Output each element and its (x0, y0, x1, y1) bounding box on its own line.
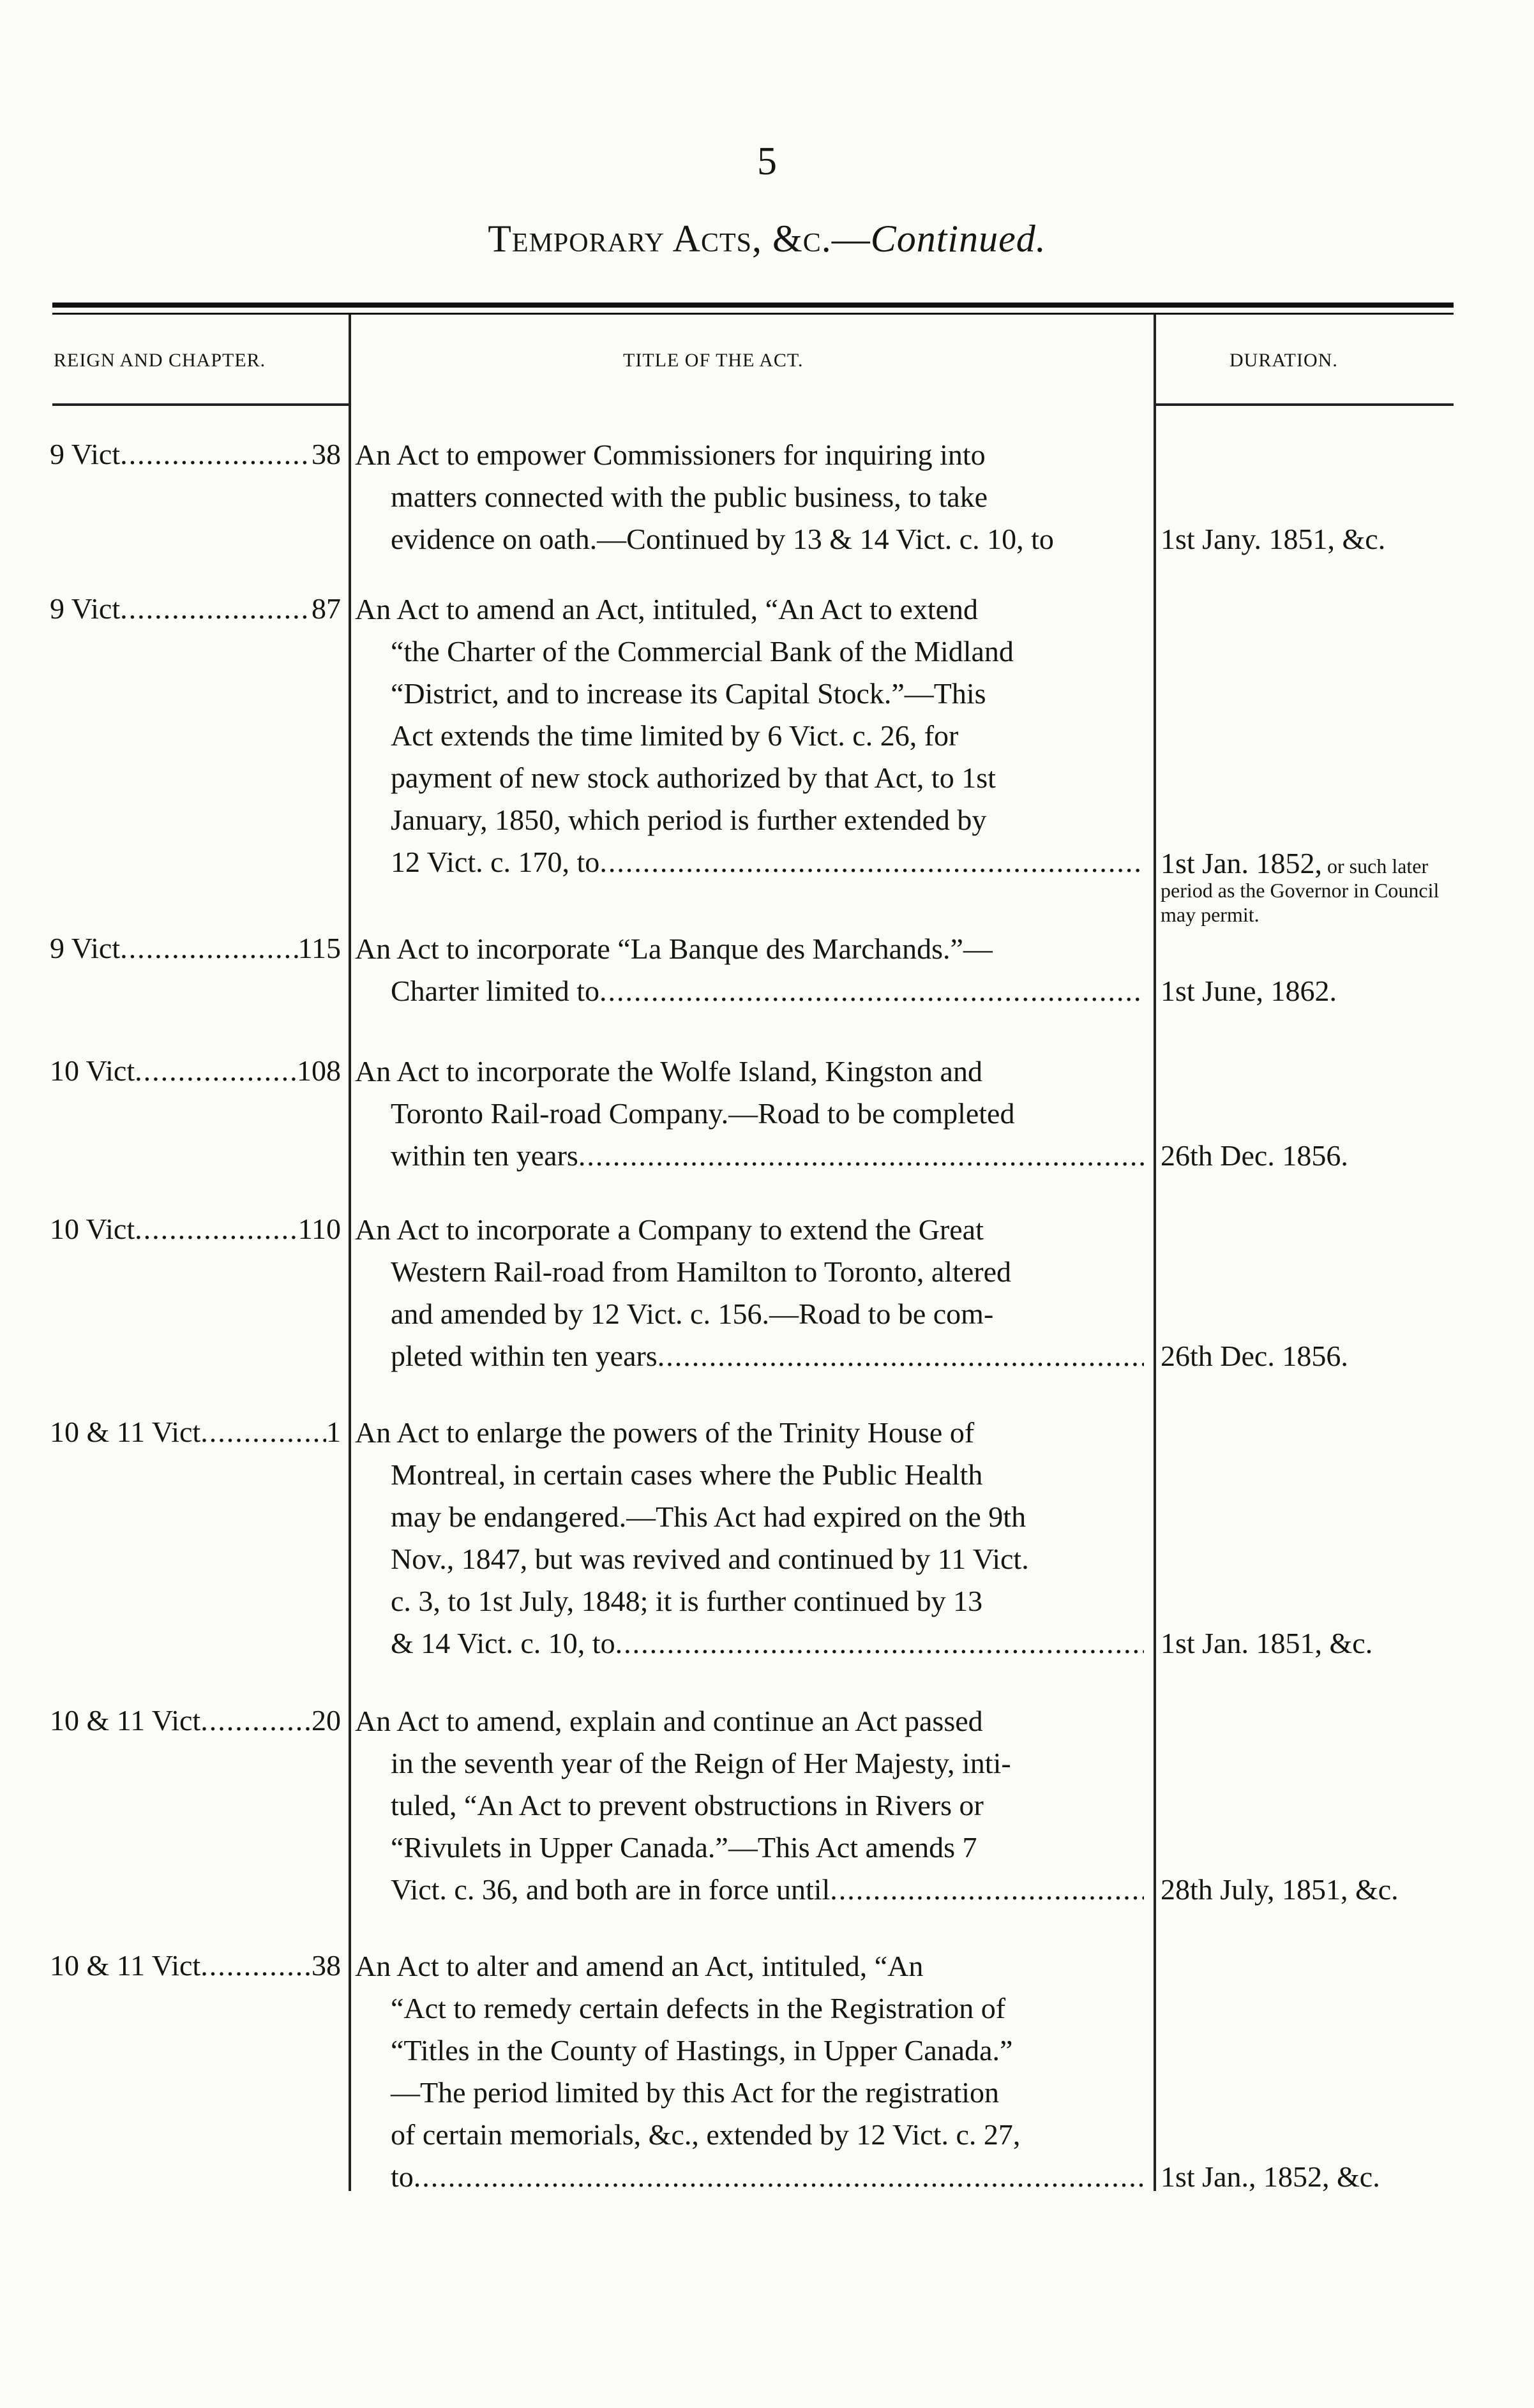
dot-leader (200, 1945, 312, 1986)
title-line: An Act to empower Commissioners for inquiring into (355, 438, 986, 471)
title-line: “Rivulets in Upper Canada.”—This Act amends 7 (391, 1831, 977, 1864)
dot-leader (414, 2156, 1144, 2198)
reign-label: 9 Vict (50, 592, 121, 625)
title-line: matters connected with the public business, to take (391, 481, 988, 513)
reign-chapter (50, 1412, 341, 1453)
duration: 1st June, 1862. (1161, 975, 1337, 1007)
act-title (355, 1945, 1144, 2198)
title-line: of certain memorials, &c., extended by 12 Vict. c. 27, (391, 2118, 1021, 2151)
title-line: Act extends the time limited by 6 Vict. c. 26, for (391, 719, 959, 752)
title-line-leader (355, 970, 1144, 1012)
title-line: Toronto Rail-road Company.—Road to be completed (391, 1097, 1015, 1130)
title-line: evidence on oath.—Continued by 13 & 14 Vict. c. 10, to (391, 523, 1054, 555)
chapter-number: 20 (312, 1704, 341, 1737)
reign-chapter (50, 588, 341, 629)
reign-chapter (50, 1209, 341, 1250)
title-line: Charter limited to (391, 975, 600, 1007)
act-title (355, 434, 1144, 560)
title-line: and amended by 12 Vict. c. 156.—Road to be com- (391, 1297, 994, 1330)
chapter-number: 38 (312, 1949, 341, 1982)
dot-leader (599, 841, 1144, 883)
title-line: An Act to amend an Act, intituled, “An Act to extend (355, 593, 979, 625)
title-line: Vict. c. 36, and both are in force until (391, 1873, 831, 1906)
chapter-number: 38 (312, 438, 341, 470)
running-title-main: Temporary Acts, &c.— (488, 218, 871, 260)
chapter-number: 108 (297, 1054, 341, 1087)
dot-leader (120, 928, 298, 969)
header-rule-duration (1156, 403, 1454, 406)
page-number: 5 (757, 140, 777, 183)
title-line: —The period limited by this Act for the registration (391, 2076, 1000, 2109)
reign-label: 9 Vict (50, 438, 121, 470)
title-line: pleted within ten years (391, 1340, 658, 1372)
title-line: An Act to incorporate a Company to extend the Great (355, 1213, 984, 1246)
act-title (355, 1700, 1144, 1911)
title-line: An Act to alter and amend an Act, intituled, “An (355, 1950, 924, 1982)
title-line: tuled, “An Act to prevent obstructions in Rivers or (391, 1789, 984, 1821)
dot-leader (578, 1135, 1144, 1177)
act-title (355, 1051, 1144, 1177)
header-reign: REIGN AND CHAPTER. (54, 350, 266, 371)
duration: 1st Jany. 1851, &c. (1161, 523, 1386, 555)
running-title-continued: Continued. (870, 218, 1046, 260)
act-title (355, 1209, 1144, 1377)
title-line-leader (355, 1335, 1144, 1377)
title-line-leader (355, 2156, 1144, 2198)
title-line: to (391, 2160, 414, 2193)
dot-leader (200, 1700, 312, 1741)
dot-leader (120, 434, 312, 475)
title-line: may be endangered.—This Act had expired on the 9th (391, 1500, 1026, 1533)
chapter-number: 87 (312, 592, 341, 625)
chapter-number: 1 (326, 1416, 341, 1448)
title-line: “Titles in the County of Hastings, in Upper Canada.” (391, 2034, 1013, 2067)
duration: 1st Jan. 1851, &c. (1161, 1627, 1373, 1659)
dot-leader (135, 1051, 297, 1091)
title-line: & 14 Vict. c. 10, to (391, 1627, 615, 1659)
duration: 1st Jan., 1852, &c. (1161, 2160, 1380, 2193)
duration: 1st Jan. 1852, (1161, 847, 1322, 879)
title-line: Western Rail-road from Hamilton to Toronto, altered (391, 1255, 1012, 1288)
duration: 26th Dec. 1856. (1161, 1139, 1348, 1172)
dot-leader (658, 1335, 1144, 1377)
title-line-leader (355, 841, 1144, 883)
header-duration: DURATION. (1229, 350, 1338, 371)
title-line: January, 1850, which period is further extended by (391, 804, 987, 836)
title-line: An Act to amend, explain and continue an Act passed (355, 1705, 983, 1737)
dot-leader (830, 1869, 1144, 1911)
act-title (355, 928, 1144, 1012)
reign-chapter (50, 1945, 341, 1986)
reign-label: 10 & 11 Vict (50, 1949, 201, 1982)
title-line: “the Charter of the Commercial Bank of the Midland (391, 635, 1014, 668)
title-line: “Act to remedy certain defects in the Registration of (391, 1992, 1006, 2024)
title-line: payment of new stock authorized by that Act, to 1st (391, 761, 996, 794)
act-title (355, 1412, 1144, 1664)
header-title: TITLE OF THE ACT. (623, 350, 804, 371)
running-title (0, 220, 1534, 258)
column-divider-1 (349, 315, 351, 2191)
title-line: within ten years (391, 1139, 578, 1172)
title-line-leader (355, 1135, 1144, 1177)
reign-chapter (50, 434, 341, 475)
title-line: An Act to enlarge the powers of the Trinity House of (355, 1416, 975, 1449)
title-line: 12 Vict. c. 170, to (391, 846, 600, 878)
duration: 26th Dec. 1856. (1161, 1340, 1348, 1372)
title-line: Nov., 1847, but was revived and continued by 11 Vict. (391, 1543, 1029, 1575)
title-line: An Act to incorporate “La Banque des Marchands.”— (355, 932, 993, 965)
title-line-leader (355, 1869, 1144, 1911)
column-divider-2 (1154, 315, 1156, 2191)
duration-with-note (1161, 847, 1461, 927)
reign-label: 10 Vict (50, 1213, 135, 1245)
title-line: Montreal, in certain cases where the Public Health (391, 1458, 983, 1491)
reign-label: 9 Vict (50, 932, 121, 964)
dot-leader (200, 1412, 326, 1453)
reign-chapter (50, 1700, 341, 1741)
reign-chapter (50, 1051, 341, 1091)
chapter-number: 110 (297, 1213, 341, 1245)
header-rule-reign (52, 403, 349, 406)
dot-leader (599, 970, 1144, 1012)
reign-label: 10 Vict (50, 1054, 135, 1087)
chapter-number: 115 (297, 932, 341, 964)
title-line: An Act to incorporate the Wolfe Island, Kingston and (355, 1055, 982, 1088)
duration: 28th July, 1851, &c. (1161, 1873, 1399, 1906)
dot-leader (615, 1622, 1144, 1664)
title-line: “District, and to increase its Capital Stock.”—This (391, 677, 986, 710)
title-line: c. 3, to 1st July, 1848; it is further continued by 13 (391, 1585, 983, 1617)
act-title (355, 588, 1144, 883)
title-line: in the seventh year of the Reign of Her Majesty, inti- (391, 1747, 1011, 1779)
duration-note: or such later period as the Governor in Council may permit. (1161, 855, 1440, 926)
dot-leader (120, 588, 312, 629)
title-line-leader (355, 1622, 1144, 1664)
reign-label: 10 & 11 Vict (50, 1704, 201, 1737)
dot-leader (135, 1209, 298, 1250)
reign-chapter (50, 928, 341, 969)
top-rule-thick (52, 303, 1454, 308)
reign-label: 10 & 11 Vict (50, 1416, 201, 1448)
top-rule-thin (52, 313, 1454, 315)
